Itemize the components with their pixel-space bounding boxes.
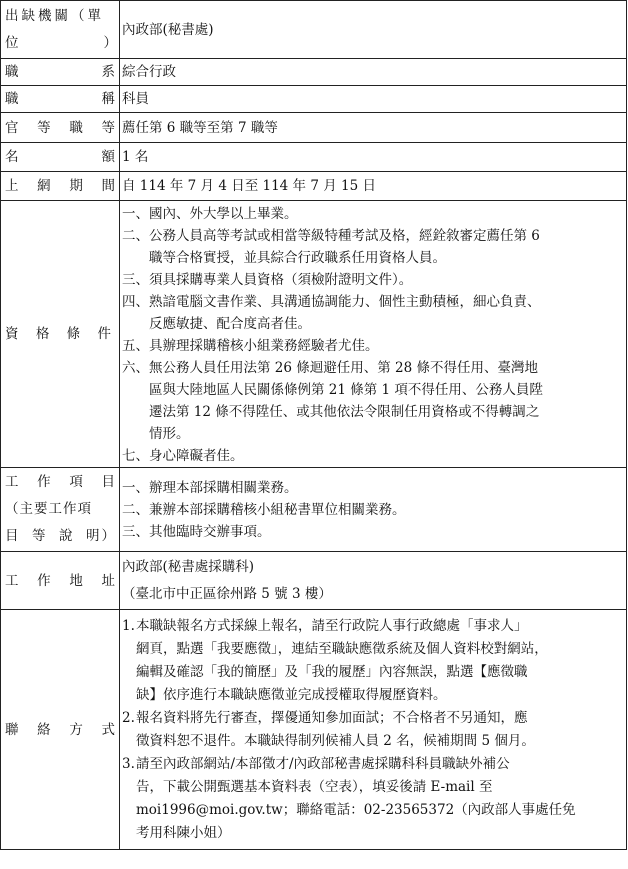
contact-item-1: 1. 本職缺報名方式採線上報名，請至行政院人事行政總處「事求人」 網頁，點選「我要應徵」，連結至職缺應徵系統及個人資料校對網站， 編輯及確認「我的簡歷」及「我的履歷」內容無誤，點選【應徵職 缺】依序進行本職缺應徵並完成授權取得履歷資料。 [122,617,548,703]
duties-label-line1: 工 作 項 目 [5,474,117,490]
row-title [1,86,627,113]
location-line1: 內政部(秘書處採購科) [122,558,255,575]
location-value [120,552,627,610]
qualification-item-6: 六、 無公務人員任用法第 26 條迴避任用、第 28 條不得任用、臺灣地 區與大陸地區人民關係條例第 21 條第 1 項不得任用、公務人員陞 遷法第 12 條不得陞任、或其他依法令限制任用資格或不得轉調之 情形。 [122,360,543,442]
quota-label: 名 額 [1,143,120,172]
title-value: 科員 [120,86,627,113]
duties-label-line2: （主要工作項 [5,501,92,517]
series-value: 綜合行政 [120,59,627,86]
duty-item-3: 三、 其他臨時交辦事項。 [122,523,271,540]
qualification-item-7: 七、 身心障礙者佳。 [122,448,244,464]
qualification-item-5: 五、 具辦理採購稽核小組業務經驗者尤佳。 [122,338,379,354]
contact-list [120,610,627,850]
quota-value: 1 名 [120,143,627,172]
series-label: 職 系 [1,59,120,86]
org-label-line2: 位 ） [5,34,117,51]
contact-item-3: 3. 請至內政部網站/本部徵才/內政部秘書處採購科科員職缺外補公 告，下載公開甄選基本資料表（空表），填妥後請 E-mail 至 moi1996@moi.gov.tw；聯絡電話：02-23565372（內政部人事處任免 考用科陳小姐） [122,755,576,841]
row-quota [1,143,627,172]
period-value: 自 114 年 7 月 4 日至 114 年 7 月 15 日 [120,172,627,201]
org-label-line1: 出缺機關（單 [5,7,104,24]
row-series [1,59,627,86]
row-duties [1,468,627,552]
row-contact [1,610,627,850]
duties-list [120,468,627,552]
row-period [1,172,627,201]
duties-label-line3: 目 等 說 明） [5,528,117,544]
location-line2: （臺北市中正區徐州路 5 號 3 樓） [122,585,332,602]
qualification-item-3: 三、 須具採購專業人員資格（須檢附證明文件）。 [122,272,413,288]
grade-label: 官 等 職 等 [1,113,120,143]
location-label: 工 作 地 址 [1,552,120,610]
contact-label: 聯 絡 方 式 [1,610,120,850]
grade-value: 薦任第 6 職等至第 7 職等 [120,113,627,143]
contact-item-2: 2. 報名資料將先行審查，擇優通知參加面試；不合格者不另通知，應 徵資料恕不退件。本職缺得制列候補人員 2 名，候補期間 5 個月。 [122,709,535,749]
org-label [1,1,120,59]
row-grade [1,113,627,143]
duty-item-1: 一、 辦理本部採購相關業務。 [122,479,298,496]
qualification-item-4: 四、 熟諳電腦文書作業、具溝通協調能力、個性主動積極，細心負責、 反應敏捷、配合度高者佳。 [122,294,541,332]
qualification-item-1: 一、 國內、外大學以上畢業。 [122,206,298,222]
duty-item-2: 二、 兼辦本部採購稽核小組秘書單位相關業務。 [122,501,406,518]
org-value: 內政部(秘書處) [120,1,627,59]
qualifications-list [120,201,627,468]
period-label: 上 網 期 間 [1,172,120,201]
qualification-item-2: 二、 公務人員高等考試或相當等級特種考試及格，經銓敘審定薦任第 6 職等合格實授，並具綜合行政職系任用資格人員。 [122,228,540,266]
qualifications-label: 資 格 條 件 [1,201,120,468]
title-label: 職 稱 [1,86,120,113]
row-org [1,1,627,59]
row-location [1,552,627,610]
duties-label [1,468,120,552]
row-qualifications [1,201,627,468]
